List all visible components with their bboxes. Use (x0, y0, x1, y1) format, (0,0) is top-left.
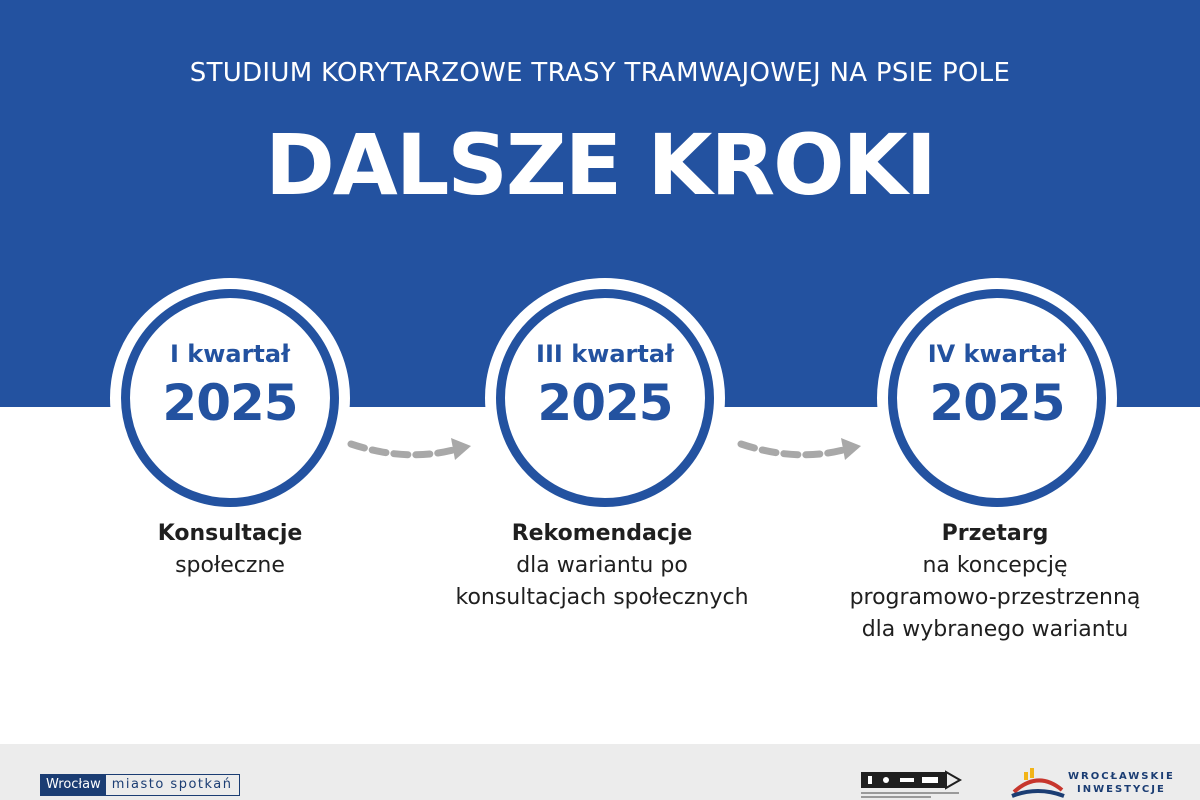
step-3-line-2: programowo-przestrzenną (849, 585, 1141, 610)
step-1-caption (30, 518, 430, 582)
timeline-step-3 (877, 278, 1117, 518)
dashed-arrow-icon (345, 432, 475, 468)
step-year: 2025 (537, 374, 673, 432)
page-subtitle: STUDIUM KORYTARZOWE TRASY TRAMWAJOWEJ NA PSIE POLE (189, 58, 1011, 88)
step-year: 2025 (929, 374, 1065, 432)
timeline-step-2 (485, 278, 725, 518)
step-1-lead: Konsultacje (157, 521, 303, 546)
bridge-emblem-icon (1010, 766, 1066, 800)
step-1-line-1: społeczne (175, 553, 285, 578)
step-2-caption (402, 518, 802, 614)
step-quarter: III kwartał (536, 340, 674, 368)
investments-logo-text (1068, 770, 1175, 796)
mobility-office-logo-icon (860, 770, 964, 800)
wroclaw-logo-name: Wrocław (41, 775, 106, 795)
footer-bar (0, 744, 1200, 800)
investments-logo-line-1: WROCŁAWSKIE (1068, 771, 1175, 782)
step-3-caption (795, 518, 1195, 646)
page-title: DALSZE KROKI (265, 116, 935, 214)
wroclaw-logo (40, 774, 240, 796)
step-3-lead: Przetarg (941, 521, 1049, 546)
wroclaw-investments-logo (1010, 766, 1200, 800)
timeline-step-1 (110, 278, 350, 518)
step-2-lead: Rekomendacje (511, 521, 693, 546)
dashed-arrow-icon (735, 432, 865, 468)
step-quarter: IV kwartał (927, 340, 1067, 368)
step-2-line-2: konsultacjach społecznych (455, 585, 749, 610)
investments-logo-line-2: INWESTYCJE (1077, 784, 1166, 795)
step-quarter: I kwartał (169, 340, 291, 368)
wroclaw-logo-slogan: miasto spotkań (111, 777, 233, 792)
step-2-line-1: dla wariantu po (516, 553, 688, 578)
step-3-line-3: dla wybranego wariantu (861, 617, 1129, 642)
step-year: 2025 (162, 374, 298, 432)
step-3-line-1: na koncepcję (922, 553, 1068, 578)
